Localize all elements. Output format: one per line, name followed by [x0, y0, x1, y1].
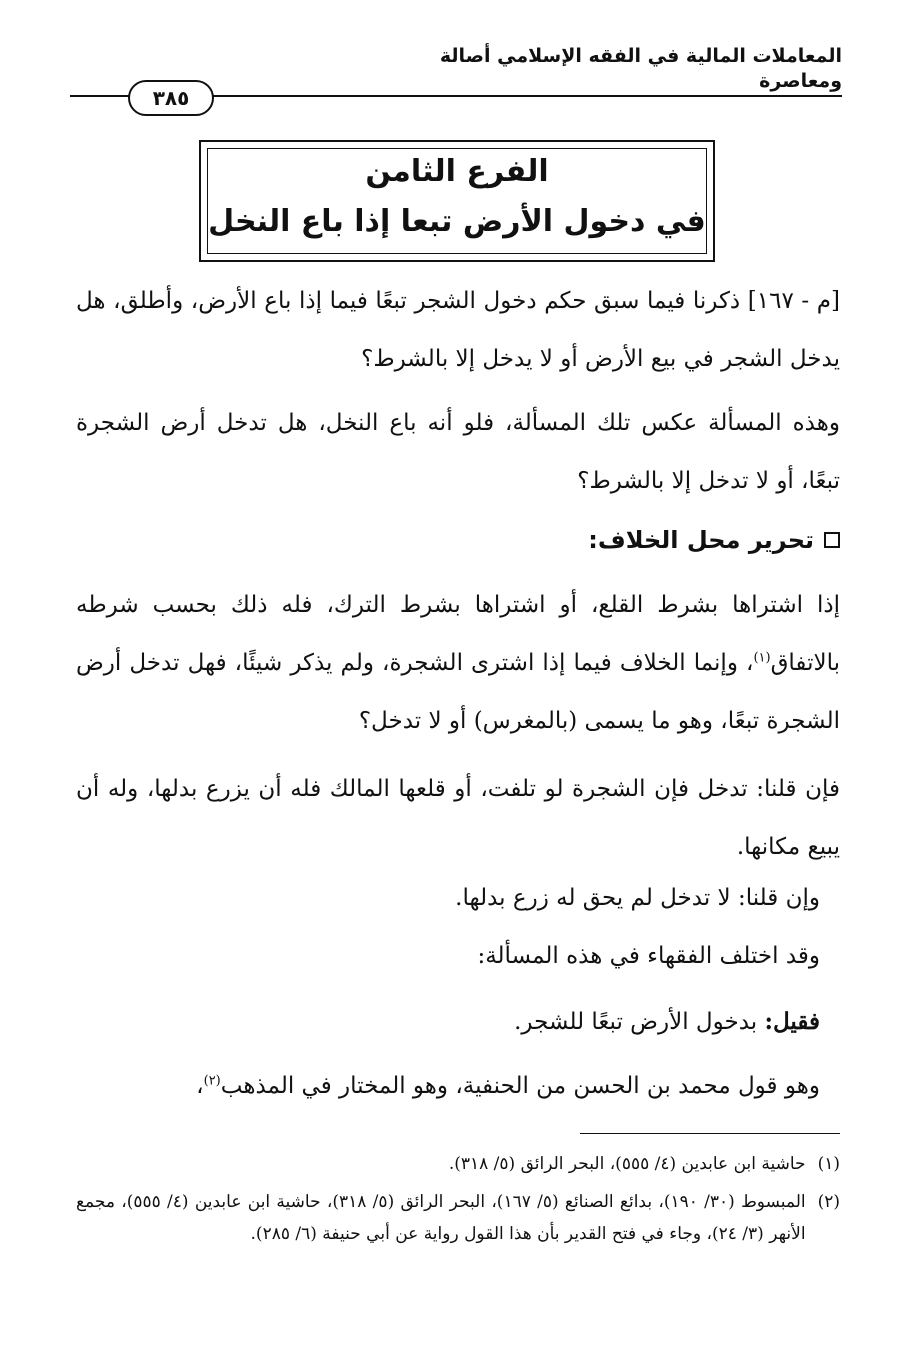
- paragraph-2: وهذه المسألة عكس تلك المسألة، فلو أنه باع النخل، هل تدخل أرض الشجرة تبعًا، أو لا تدخل إلا بالشرط؟: [76, 410, 840, 494]
- paragraph-3-text-b: ، وإنما الخلاف فيما إذا اشترى الشجرة، ولم يذكر شيئًا، فهل تدخل أرض الشجرة تبعًا، وهو ما يسمى (بالمغرس) أو لا تدخل؟: [76, 650, 840, 734]
- paragraph-8: [196, 1066, 820, 1106]
- footnote-2-number: (٢): [817, 1192, 840, 1212]
- paragraph-1: [م - ١٦٧] ذكرنا فيما سبق حكم دخول الشجر تبعًا فيما إذا باع الأرض، وأطلق، هل يدخل الشجر في بيع الأرض أو لا يدخل إلا بالشرط؟: [76, 288, 840, 372]
- footnote-separator: [580, 1133, 840, 1134]
- footnote-2-text: المبسوط (٣٠/ ١٩٠)، بدائع الصنائع (٥/ ١٦٧)، البحر الرائق (٥/ ٣١٨)، حاشية ابن عابدين (٤/ ٥٥٥)، مجمع الأنهر (٣/ ٢٤)، وجاء في فتح القدير بأن هذا القول رواية عن أبي حنيفة (٦/ ٢٨٥).: [76, 1192, 806, 1244]
- section-heading-text: تحرير محل الخلاف:: [588, 526, 814, 554]
- footnote-ref-2[interactable]: (٢): [203, 1073, 221, 1089]
- paragraph-6: وقد اختلف الفقهاء في هذه المسألة:: [477, 943, 820, 969]
- footnote-1-number: (١): [817, 1154, 840, 1174]
- chapter-title-line-2: في دخول الأرض تبعا إذا باع النخل: [208, 204, 706, 239]
- footnote-1-text: حاشية ابن عابدين (٤/ ٥٥٥)، البحر الرائق (٥/ ٣١٨).: [448, 1154, 806, 1174]
- footnote-ref-1[interactable]: (١): [753, 650, 771, 666]
- paragraph-7: [514, 1002, 820, 1042]
- paragraph-8-text-b: ،: [196, 1073, 204, 1099]
- paragraph-8-text-a: وهو قول محمد بن الحسن من الحنفية، وهو المختار في المذهب: [220, 1073, 820, 1099]
- chapter-title-frame: [199, 140, 715, 262]
- paragraph-7-lead: فقيل:: [764, 1008, 820, 1035]
- square-bullet-icon: [824, 532, 840, 548]
- paragraph-3: [76, 576, 840, 750]
- section-heading: [588, 520, 840, 560]
- paragraph-4: فإن قلنا: تدخل فإن الشجرة لو تلفت، أو قلعها المالك فله أن يزرع بدلها، وله أن يبيع مكانها.: [76, 776, 840, 860]
- paragraph-7-rest: بدخول الأرض تبعًا للشجر.: [514, 1009, 765, 1035]
- running-header-title: المعاملات المالية في الفقه الإسلامي أصالة ومعاصرة: [439, 45, 842, 92]
- chapter-title-line-1: الفرع الثامن: [365, 154, 549, 189]
- paragraph-5: وإن قلنا: لا تدخل لم يحق له زرع بدلها.: [455, 885, 820, 911]
- page-number-badge: ٣٨٥: [128, 80, 214, 116]
- footnote-1: [76, 1148, 840, 1180]
- paragraph-3-text-a: إذا اشتراها بشرط القلع، أو اشتراها بشرط الترك، فله ذلك بحسب شرطه بالاتفاق: [76, 592, 840, 676]
- footnote-2: [76, 1186, 840, 1250]
